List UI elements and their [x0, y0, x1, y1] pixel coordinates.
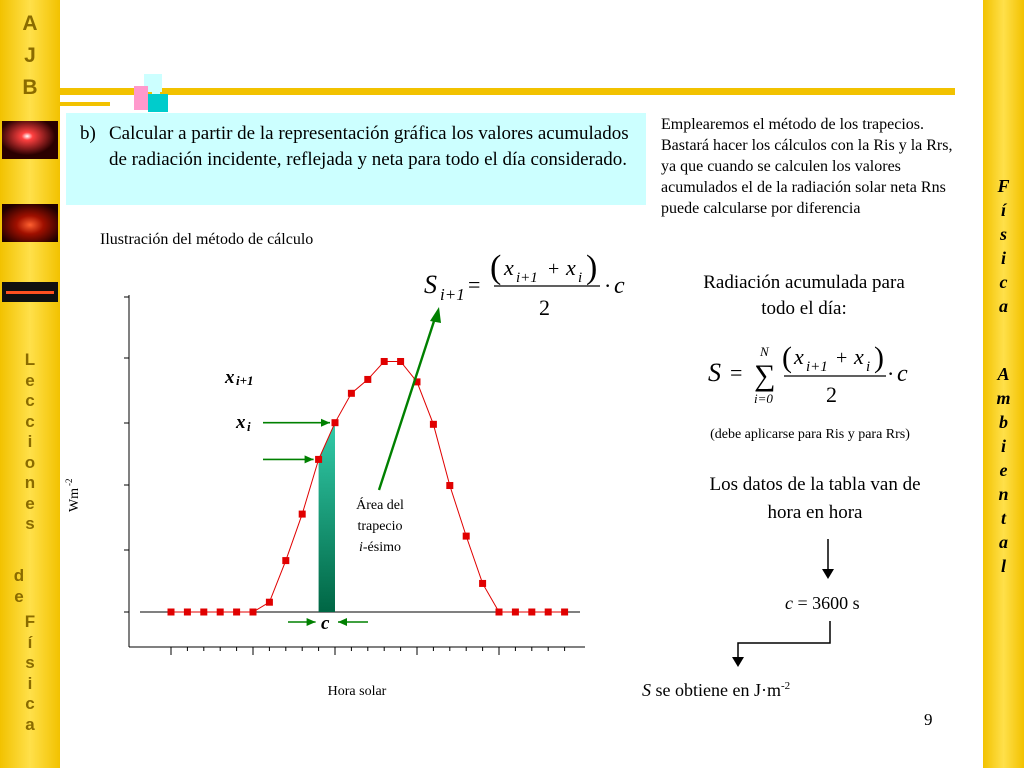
- arrow-c-left-head: [307, 618, 316, 626]
- data-point-10: [332, 419, 339, 426]
- arrow-area: [379, 315, 436, 490]
- question-label: b): [80, 123, 96, 144]
- data-point-2: [200, 609, 207, 616]
- result-text: S se obtiene en $J\cdot m^{-2}$: [642, 680, 791, 700]
- data-point-11: [348, 390, 355, 397]
- sum-paren-open: (: [782, 341, 792, 374]
- page-number: 9: [924, 710, 933, 729]
- vertical-title-fisica: F í s i c a: [24, 612, 36, 734]
- sum-den: 2: [826, 382, 837, 407]
- formula-sum: [700, 335, 915, 410]
- sum-s: S: [708, 358, 721, 387]
- sum-x1: x: [794, 344, 804, 369]
- sum-plus: +: [836, 347, 848, 369]
- label-xi1: x: [225, 367, 235, 388]
- sum-dot: ·: [887, 361, 895, 386]
- arrow-down-icon: [822, 569, 834, 579]
- arrow-down-icon-2: [732, 657, 744, 667]
- vertical-title-lecciones-de-fisica: L e c c i o n e s: [24, 350, 36, 533]
- illustration-title: Ilustración del método de cálculo: [100, 231, 314, 248]
- formula-paren-open: (: [490, 250, 502, 286]
- data-point-18: [463, 533, 470, 540]
- data-point-12: [364, 376, 371, 383]
- formula-s: S: [424, 270, 437, 299]
- formula-x1-sub: i+1: [516, 270, 538, 286]
- series-line: [171, 361, 565, 612]
- data-point-3: [217, 609, 224, 616]
- c-value: c = 3600 s: [785, 593, 860, 613]
- label-xi: x: [236, 412, 246, 433]
- formula-x1: x: [504, 255, 514, 280]
- formula-s-sub: i+1: [440, 285, 465, 304]
- data-point-1: [184, 609, 191, 616]
- arrow-xi-head: [305, 455, 314, 463]
- trapezoid-area: [319, 423, 335, 612]
- x-axis-label: Hora solar: [327, 684, 387, 699]
- formula-dot: ·: [604, 273, 612, 298]
- data-point-7: [282, 557, 289, 564]
- data-point-22: [528, 609, 535, 616]
- vertical-title-de: d e: [13, 566, 25, 606]
- label-c: c: [321, 613, 330, 634]
- formula-eq: =: [468, 272, 481, 297]
- trapezoid-chart: [60, 285, 600, 705]
- data-point-5: [250, 609, 257, 616]
- area-label-line2: trapecio: [357, 519, 403, 534]
- data-point-8: [299, 511, 306, 518]
- vertical-title-ambiental: A m b i e n t a l: [996, 364, 1011, 576]
- label-xi-sub: i: [247, 419, 251, 434]
- svg-text:Wm: Wm: [67, 487, 82, 513]
- question-text: Calcular a partir de la representación gráfica los valores acumulados de radiación incidente, reflejada y neta para todo el día considerado.: [109, 123, 629, 170]
- arrow-c-right-head: [338, 618, 347, 626]
- sum-c: c: [897, 361, 908, 387]
- sum-sigma: ∑: [754, 359, 776, 392]
- formula-den: 2: [539, 295, 550, 320]
- label-xi1-sub: i+1: [236, 373, 254, 388]
- sum-eq: =: [730, 360, 743, 385]
- note-text: (debe aplicarse para Ris y para Rrs): [710, 427, 910, 442]
- svg-text:-2: -2: [64, 478, 74, 486]
- question-text-block: [80, 121, 640, 173]
- logo-letter-b: B: [22, 76, 38, 99]
- data-point-0: [168, 609, 175, 616]
- data-point-9: [315, 456, 322, 463]
- sum-x2: x: [854, 344, 864, 369]
- arrow-xi1-head: [321, 419, 330, 427]
- formula-x2: x: [566, 255, 576, 280]
- data-point-14: [397, 358, 404, 365]
- datos-text: Los datos de la tabla van de hora en hora: [709, 474, 921, 523]
- data-point-21: [512, 609, 519, 616]
- radiacion-title: Radiación acumulada para todo el día:: [703, 272, 905, 319]
- intro-paragraph: Emplearemos el método de los trapecios. Bastará hacer los cálculos con la Ris y la Rrs, ya que cuando se calculen los valores acumulados el de la radiación solar neta Rns puede calcularse por diferencia: [661, 116, 953, 217]
- data-point-24: [561, 609, 568, 616]
- thumbnail-image-1: [2, 121, 58, 159]
- data-point-17: [446, 482, 453, 489]
- formula-paren-close: ): [586, 250, 598, 286]
- data-point-4: [233, 609, 240, 616]
- sum-lower: i=0: [754, 391, 773, 406]
- arrow-area-head: [430, 307, 441, 323]
- formula-plus: +: [548, 258, 560, 280]
- header-rule-short: [60, 102, 110, 106]
- sum-paren-close: ): [874, 341, 884, 374]
- formula-c: c: [614, 273, 625, 299]
- area-label-line3: i-ésimo: [359, 540, 401, 555]
- data-point-19: [479, 580, 486, 587]
- data-point-16: [430, 421, 437, 428]
- vertical-title-fisica-right: F í s i c a: [997, 176, 1010, 316]
- sum-upper: N: [760, 344, 769, 359]
- data-point-6: [266, 599, 273, 606]
- area-label-line1: Área del: [356, 498, 404, 513]
- data-point-20: [496, 609, 503, 616]
- logo-letter-a: A: [22, 12, 38, 35]
- data-point-13: [381, 358, 388, 365]
- header-rule-main: [60, 88, 955, 95]
- y-axis-label: [64, 479, 82, 513]
- decorative-squares-icon: [128, 72, 172, 114]
- thumbnail-image-2: [2, 204, 58, 242]
- formula-x2-sub: i: [578, 270, 583, 286]
- logo-letter-j: J: [24, 44, 36, 67]
- data-point-23: [545, 609, 552, 616]
- thumbnail-image-3: [2, 282, 58, 302]
- area-label: [356, 496, 404, 555]
- sum-x2-sub: i: [866, 359, 871, 375]
- sum-x1-sub: i+1: [806, 359, 828, 375]
